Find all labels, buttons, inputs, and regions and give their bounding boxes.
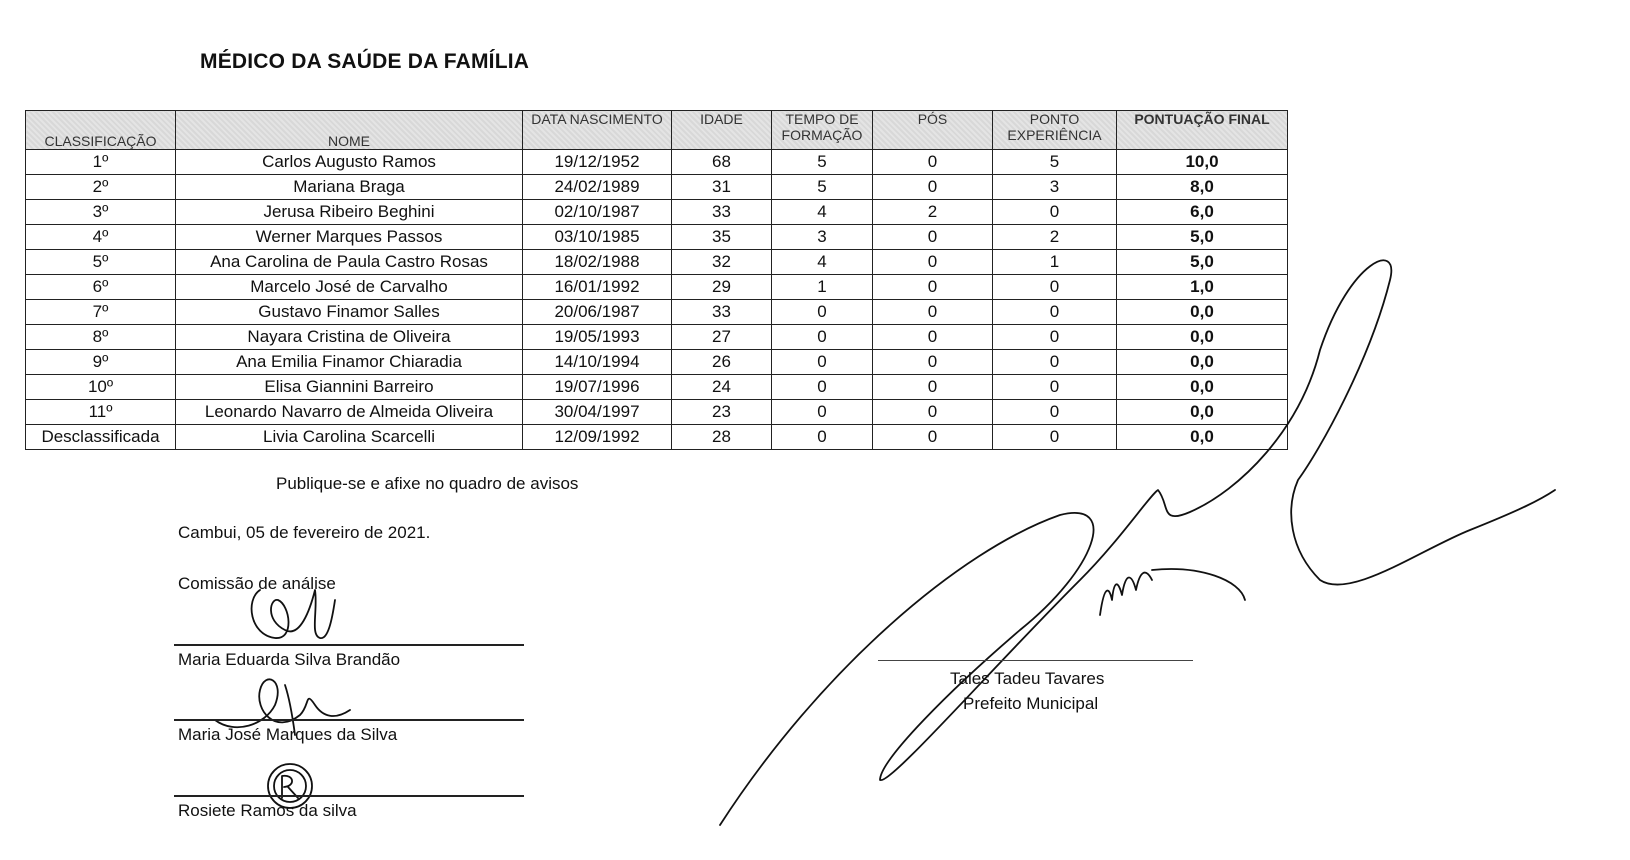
committee-label: Comissão de análise	[178, 574, 336, 593]
document-title: MÉDICO DA SAÚDE DA FAMÍLIA	[200, 50, 530, 73]
cell-classificacao: 3º	[26, 200, 176, 225]
cell-tempo-formacao: 0	[772, 375, 873, 400]
signature-line	[174, 644, 524, 646]
cell-data-nascimento: 19/05/1993	[523, 325, 672, 350]
cell-pos: 0	[873, 225, 993, 250]
cell-tempo-formacao: 0	[772, 350, 873, 375]
cell-idade: 68	[672, 150, 772, 175]
cell-tempo-formacao: 5	[772, 175, 873, 200]
cell-pos: 0	[873, 250, 993, 275]
cell-pontuacao-final: 8,0	[1117, 175, 1288, 200]
cell-pos: 0	[873, 300, 993, 325]
cell-data-nascimento: 30/04/1997	[523, 400, 672, 425]
cell-ponto-experiencia: 0	[993, 200, 1117, 225]
cell-ponto-experiencia: 0	[993, 300, 1117, 325]
cell-pontuacao-final: 0,0	[1117, 350, 1288, 375]
cell-pontuacao-final: 0,0	[1117, 400, 1288, 425]
signature-line	[174, 719, 524, 721]
mayor-name: Tales Tadeu Tavares	[950, 669, 1105, 688]
cell-ponto-experiencia: 5	[993, 150, 1117, 175]
cell-data-nascimento: 12/09/1992	[523, 425, 672, 450]
cell-ponto-experiencia: 3	[993, 175, 1117, 200]
cell-pontuacao-final: 10,0	[1117, 150, 1288, 175]
cell-classificacao: 11º	[26, 400, 176, 425]
cell-nome: Livia Carolina Scarcelli	[176, 425, 523, 450]
cell-nome: Mariana Braga	[176, 175, 523, 200]
cell-classificacao: 4º	[26, 225, 176, 250]
header-ponto-experiencia-line2: EXPERIÊNCIA	[1007, 127, 1102, 143]
table-row	[26, 200, 1288, 225]
cell-pos: 0	[873, 400, 993, 425]
cell-classificacao: 9º	[26, 350, 176, 375]
signature-line	[174, 795, 524, 797]
cell-nome: Ana Carolina de Paula Castro Rosas	[176, 250, 523, 275]
cell-data-nascimento: 02/10/1987	[523, 200, 672, 225]
cell-nome: Carlos Augusto Ramos	[176, 150, 523, 175]
cell-tempo-formacao: 3	[772, 225, 873, 250]
place-date: Cambui, 05 de fevereiro de 2021.	[178, 523, 431, 542]
cell-idade: 28	[672, 425, 772, 450]
cell-nome: Marcelo José de Carvalho	[176, 275, 523, 300]
signature-mayor-image	[700, 250, 1580, 830]
cell-pos: 0	[873, 375, 993, 400]
cell-ponto-experiencia: 0	[993, 400, 1117, 425]
cell-pos: 2	[873, 200, 993, 225]
cell-pos: 0	[873, 275, 993, 300]
cell-data-nascimento: 03/10/1985	[523, 225, 672, 250]
cell-nome: Werner Marques Passos	[176, 225, 523, 250]
cell-nome: Elisa Giannini Barreiro	[176, 375, 523, 400]
header-idade: IDADE	[672, 111, 772, 150]
cell-pontuacao-final: 0,0	[1117, 375, 1288, 400]
cell-idade: 27	[672, 325, 772, 350]
header-ponto-experiencia	[993, 111, 1117, 150]
cell-tempo-formacao: 5	[772, 150, 873, 175]
cell-classificacao: 7º	[26, 300, 176, 325]
cell-ponto-experiencia: 0	[993, 375, 1117, 400]
cell-pontuacao-final: 0,0	[1117, 325, 1288, 350]
cell-tempo-formacao: 4	[772, 250, 873, 275]
header-nome: NOME	[176, 111, 523, 150]
cell-data-nascimento: 19/12/1952	[523, 150, 672, 175]
cell-idade: 33	[672, 300, 772, 325]
cell-idade: 31	[672, 175, 772, 200]
cell-pontuacao-final: 5,0	[1117, 225, 1288, 250]
cell-idade: 26	[672, 350, 772, 375]
cell-classificacao: Desclassificada	[26, 425, 176, 450]
table-header-row	[26, 111, 1288, 150]
header-pos: PÓS	[873, 111, 993, 150]
cell-pontuacao-final: 1,0	[1117, 275, 1288, 300]
cell-pos: 0	[873, 425, 993, 450]
table-row	[26, 225, 1288, 250]
header-ponto-experiencia-line1: PONTO	[1029, 111, 1080, 127]
header-data-nascimento: DATA NASCIMENTO	[523, 111, 672, 150]
cell-nome: Ana Emilia Finamor Chiaradia	[176, 350, 523, 375]
cell-data-nascimento: 20/06/1987	[523, 300, 672, 325]
cell-pontuacao-final: 0,0	[1117, 300, 1288, 325]
cell-pos: 0	[873, 150, 993, 175]
cell-ponto-experiencia: 2	[993, 225, 1117, 250]
signatory-name: Maria José Marques da Silva	[178, 725, 398, 744]
header-tempo-formacao	[772, 111, 873, 150]
publish-note: Publique-se e afixe no quadro de avisos	[276, 474, 579, 493]
cell-pos: 0	[873, 175, 993, 200]
header-tempo-formacao-line2: FORMAÇÃO	[781, 127, 863, 143]
cell-ponto-experiencia: 0	[993, 425, 1117, 450]
cell-idade: 33	[672, 200, 772, 225]
signatory-name: Rosiete Ramos da silva	[178, 801, 357, 820]
cell-pontuacao-final: 6,0	[1117, 200, 1288, 225]
cell-classificacao: 10º	[26, 375, 176, 400]
cell-pontuacao-final: 5,0	[1117, 250, 1288, 275]
table-row	[26, 175, 1288, 200]
cell-data-nascimento: 16/01/1992	[523, 275, 672, 300]
cell-ponto-experiencia: 0	[993, 325, 1117, 350]
cell-tempo-formacao: 0	[772, 425, 873, 450]
cell-nome: Nayara Cristina de Oliveira	[176, 325, 523, 350]
cell-pos: 0	[873, 350, 993, 375]
header-pontuacao-final: PONTUAÇÃO FINAL	[1117, 111, 1288, 150]
cell-data-nascimento: 19/07/1996	[523, 375, 672, 400]
cell-tempo-formacao: 0	[772, 300, 873, 325]
cell-idade: 35	[672, 225, 772, 250]
cell-classificacao: 1º	[26, 150, 176, 175]
cell-ponto-experiencia: 0	[993, 350, 1117, 375]
cell-classificacao: 6º	[26, 275, 176, 300]
cell-idade: 32	[672, 250, 772, 275]
cell-nome: Gustavo Finamor Salles	[176, 300, 523, 325]
cell-pontuacao-final: 0,0	[1117, 425, 1288, 450]
cell-classificacao: 8º	[26, 325, 176, 350]
cell-tempo-formacao: 0	[772, 325, 873, 350]
cell-ponto-experiencia: 1	[993, 250, 1117, 275]
cell-idade: 24	[672, 375, 772, 400]
cell-idade: 23	[672, 400, 772, 425]
mayor-role: Prefeito Municipal	[963, 694, 1099, 713]
table-row	[26, 150, 1288, 175]
cell-ponto-experiencia: 0	[993, 275, 1117, 300]
header-tempo-formacao-line1: TEMPO DE	[785, 111, 859, 127]
cell-classificacao: 5º	[26, 250, 176, 275]
cell-data-nascimento: 24/02/1989	[523, 175, 672, 200]
signature-maria-eduarda-image	[240, 580, 350, 650]
cell-nome: Jerusa Ribeiro Beghini	[176, 200, 523, 225]
cell-idade: 29	[672, 275, 772, 300]
signatory-name: Maria Eduarda Silva Brandão	[178, 650, 401, 669]
cell-tempo-formacao: 0	[772, 400, 873, 425]
cell-tempo-formacao: 1	[772, 275, 873, 300]
cell-nome: Leonardo Navarro de Almeida Oliveira	[176, 400, 523, 425]
cell-tempo-formacao: 4	[772, 200, 873, 225]
cell-data-nascimento: 18/02/1988	[523, 250, 672, 275]
cell-classificacao: 2º	[26, 175, 176, 200]
header-classificacao: CLASSIFICAÇÃO	[26, 111, 176, 150]
cell-pos: 0	[873, 325, 993, 350]
cell-data-nascimento: 14/10/1994	[523, 350, 672, 375]
signature-line-mayor	[878, 660, 1193, 661]
